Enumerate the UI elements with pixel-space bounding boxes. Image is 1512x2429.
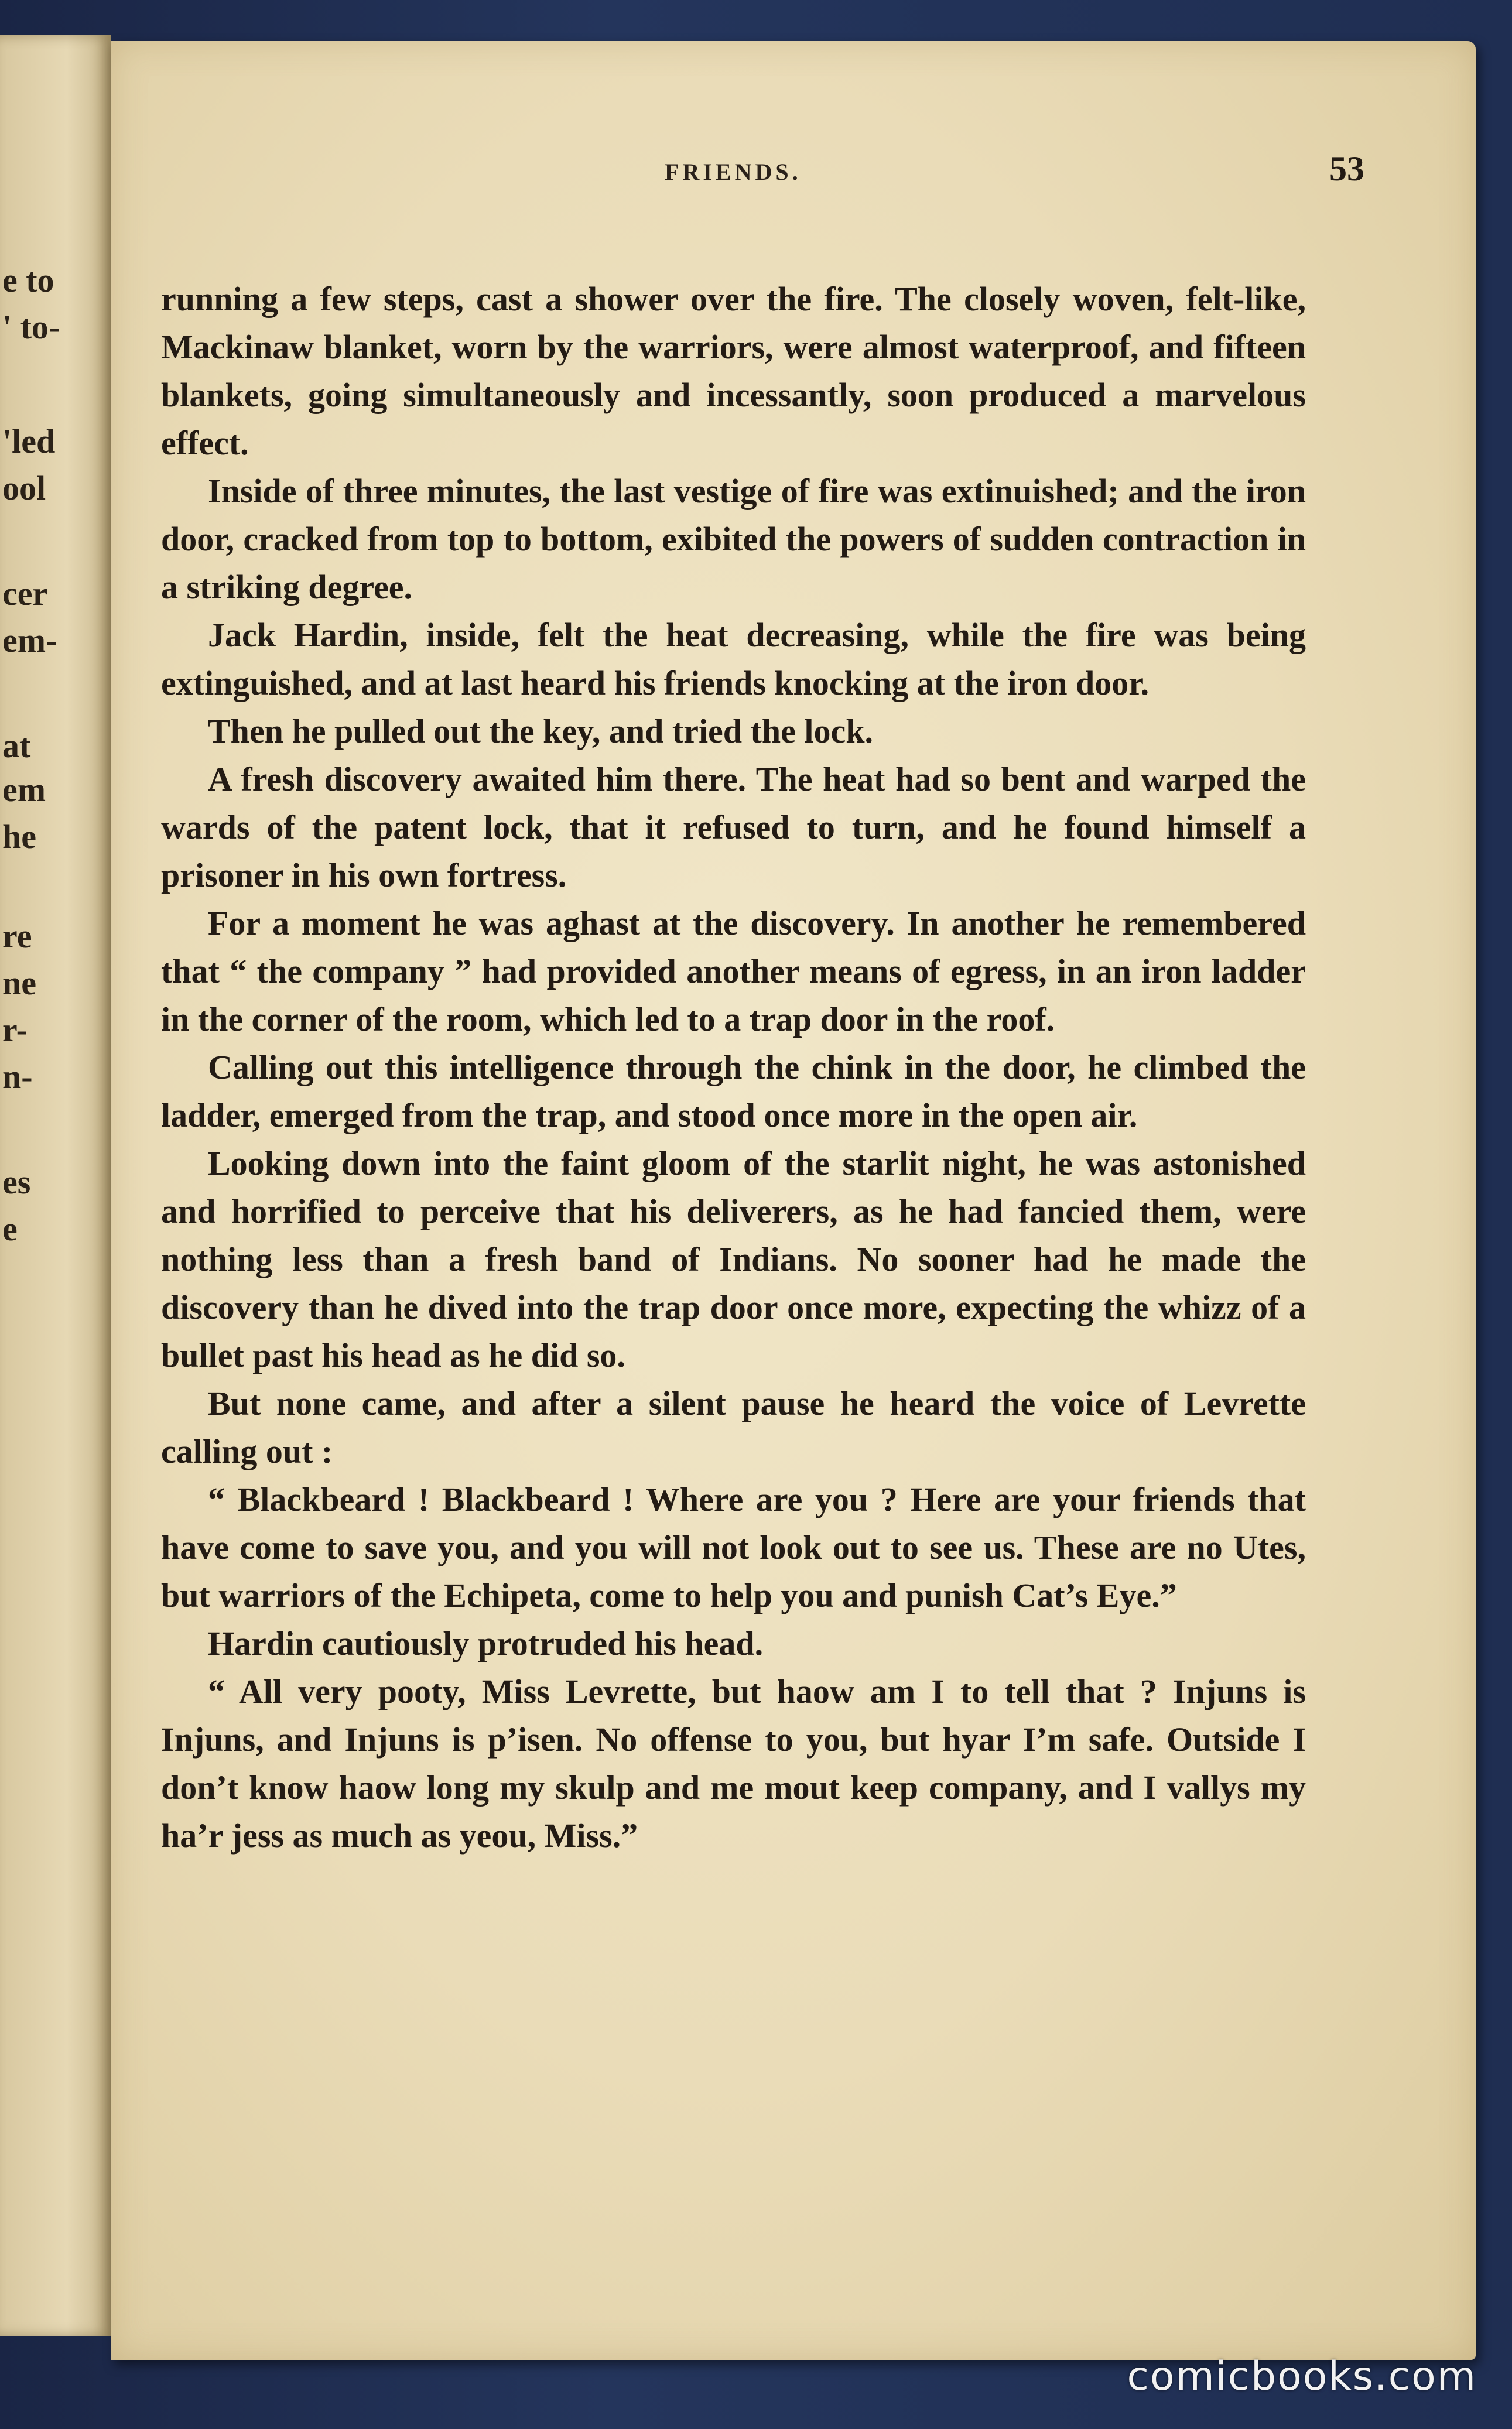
paragraph: Looking down into the faint gloom of the starlit night, he was astonished and horrified to perceive that his deliverers, as he had fancied them, were nothing less than a fresh band of Indians. No sooner had he made the discovery than he dived into the trap door once more, expecting the whizz of a bullet past his head as he did so. [161, 1144, 1306, 1374]
facing-page-fragment: cer [2, 574, 48, 613]
paragraph: A fresh discovery awaited him there. The heat had so bent and warped the wards of the patent lock, that it refused to turn, and he found himself a prisoner in his own fortress. [161, 760, 1306, 894]
facing-page-fragment: e to [2, 261, 54, 299]
paragraph: Jack Hardin, inside, felt the heat decreasing, while the fire was being extinguished, and at last heard his friends knocking at the iron door. [161, 616, 1306, 702]
paragraph: Calling out this intelligence through the chink in the door, he climbed the ladder, emerged from the trap, and stood once more in the open air. [161, 1048, 1306, 1134]
running-title: FRIENDS. [665, 159, 802, 185]
facing-page-fragment: n- [2, 1058, 33, 1096]
facing-page-fragment: em- [2, 621, 57, 659]
facing-page-fragment: ne [2, 964, 36, 1002]
paragraph: Then he pulled out the key, and tried the lock. [208, 712, 873, 750]
paragraph: Inside of three minutes, the last vestige of fire was extinuished; and the iron door, cracked from top to bottom, exibited the powers of sudden contraction in a striking degree. [161, 472, 1306, 606]
paragraph: Hardin cautiously protruded his head. [208, 1624, 764, 1662]
paragraph: For a moment he was aghast at the discovery. In another he remembered that “ the company ” had provided another means of egress, in an iron ladder in the corner of the room, which led to a trap door in the roof. [161, 904, 1306, 1038]
facing-page-edge [0, 35, 111, 2336]
facing-page-fragment: ' to- [2, 308, 60, 346]
facing-page-fragment: re [2, 917, 32, 955]
body-text [161, 275, 1306, 1860]
facing-page-fragment: 'led [2, 422, 56, 460]
paragraph: running a few steps, cast a shower over the fire. The closely woven, felt-like, Mackinaw blanket, worn by the warriors, were almost waterproof, and fifteen blankets, going simultaneously and incessantly, soon produced a marvelous effect. [161, 280, 1306, 462]
paragraph: “ All very pooty, Miss Levrette, but haow am I to tell that ? Injuns is Injuns, and Injuns is p’isen. No offense to you, but hyar I’m safe. Outside I don’t know haow long my skulp and me mout keep company, and I vallys my ha’r jess as much as yeou, Miss.” [161, 1672, 1306, 1855]
paragraph: “ Blackbeard ! Blackbeard ! Where are you ? Here are your friends that have come to save you, and you will not look out to see us. These are no Utes, but warriors of the Echipeta, come to help you and punish Cat’s Eye.” [161, 1480, 1306, 1614]
facing-page-fragment: ool [2, 469, 46, 507]
book-page [111, 41, 1476, 2360]
paragraph: But none came, and after a silent pause he heard the voice of Levrette calling out : [161, 1384, 1306, 1470]
page-number: 53 [1329, 149, 1364, 188]
facing-page-fragment: e [2, 1210, 18, 1248]
facing-page-fragment: em [2, 771, 46, 809]
site-watermark: comicbooks.com [1127, 2353, 1477, 2400]
facing-page-fragment: he [2, 817, 36, 856]
running-head [111, 149, 1476, 205]
facing-page-fragment: es [2, 1163, 31, 1201]
facing-page-fragment: r- [2, 1011, 28, 1049]
facing-page-fragment: at [2, 727, 31, 765]
